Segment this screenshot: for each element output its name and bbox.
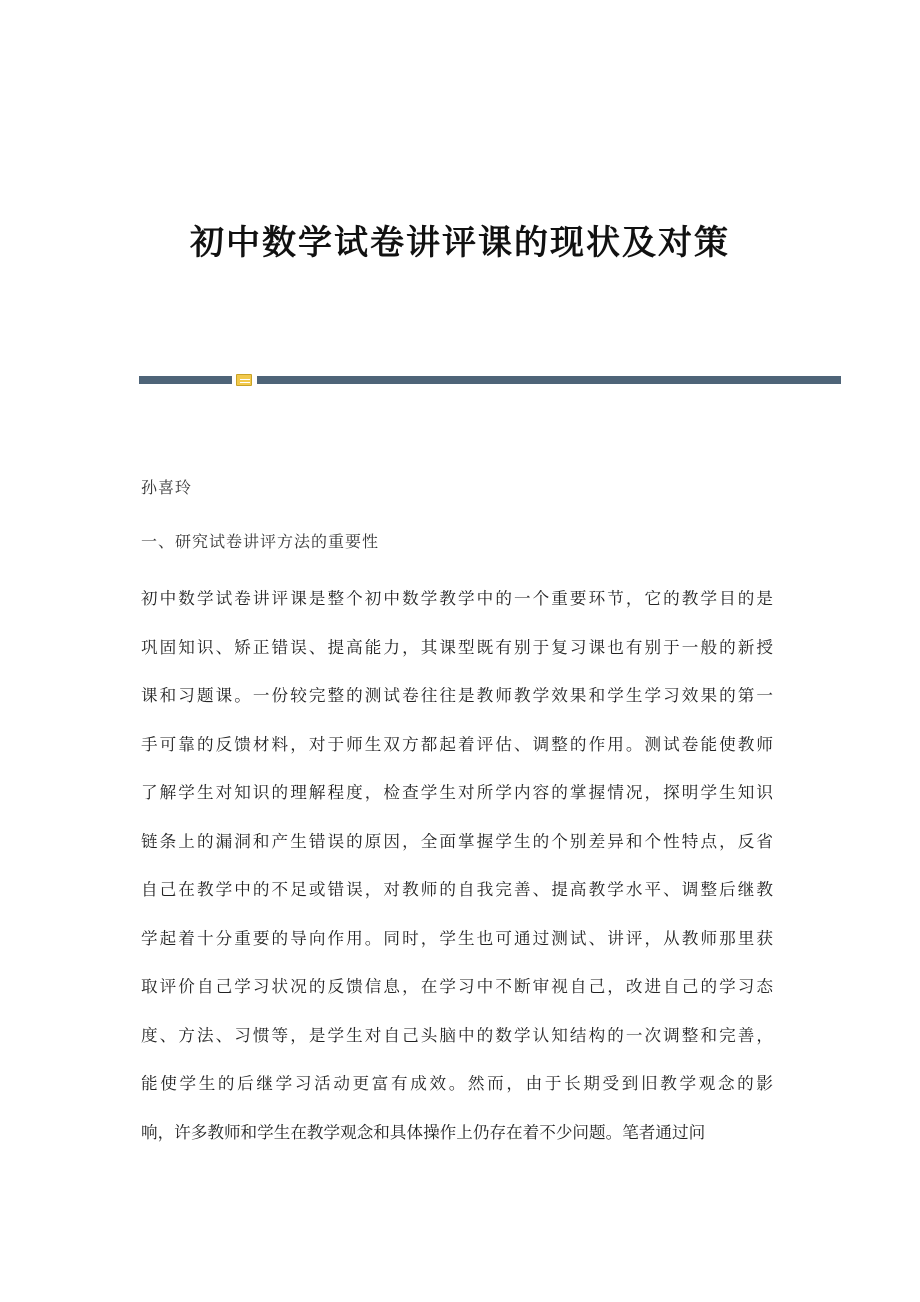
document-title: 初中数学试卷讲评课的现状及对策 [190, 223, 730, 263]
body-line: 巩固知识、矫正错误、提高能力，其课型既有别于复习课也有别于一般的新授 [141, 637, 773, 657]
body-paragraph [141, 575, 773, 1157]
body-line: 学起着十分重要的导向作用。同时，学生也可通过测试、讲评，从教师那里获 [141, 928, 773, 948]
body-line: 度、方法、习惯等，是学生对自己头脑中的数学认知结构的一次调整和完善， [141, 1025, 773, 1045]
body-line: 课和习题课。一份较完整的测试卷往往是教师教学效果和学生学习效果的第一 [141, 686, 773, 705]
body-line: 自己在教学中的不足或错误，对教师的自我完善、提高教学水平、调整后继教 [141, 880, 773, 899]
body-line: 了解学生对知识的理解程度，检查学生对所学内容的掌握情况，探明学生知识 [141, 783, 773, 802]
body-line: 取评价自己学习状况的反馈信息，在学习中不断审视自己，改进自己的学习态 [141, 977, 773, 996]
author-name: 孙喜玲 [141, 478, 193, 497]
folded-paper-icon [236, 374, 252, 386]
body-line: 响，许多教师和学生在教学观念和具体操作上仍存在着不少问题。笔者通过问 [141, 1122, 706, 1142]
divider-bar-right [257, 376, 841, 384]
body-line: 手可靠的反馈材料，对于师生双方都起着评估、调整的作用。测试卷能使教师 [141, 734, 773, 754]
body-line: 链条上的漏洞和产生错误的原因，全面掌握学生的个别差异和个性特点，反省 [141, 831, 773, 851]
body-line: 初中数学试卷讲评课是整个初中数学教学中的一个重要环节，它的教学目的是 [141, 589, 773, 608]
section-heading: 一、研究试卷讲评方法的重要性 [141, 532, 380, 551]
divider-bar-left [139, 376, 232, 384]
body-line: 能使学生的后继学习活动更富有成效。然而，由于长期受到旧教学观念的影 [141, 1074, 773, 1093]
title-divider [139, 374, 841, 386]
